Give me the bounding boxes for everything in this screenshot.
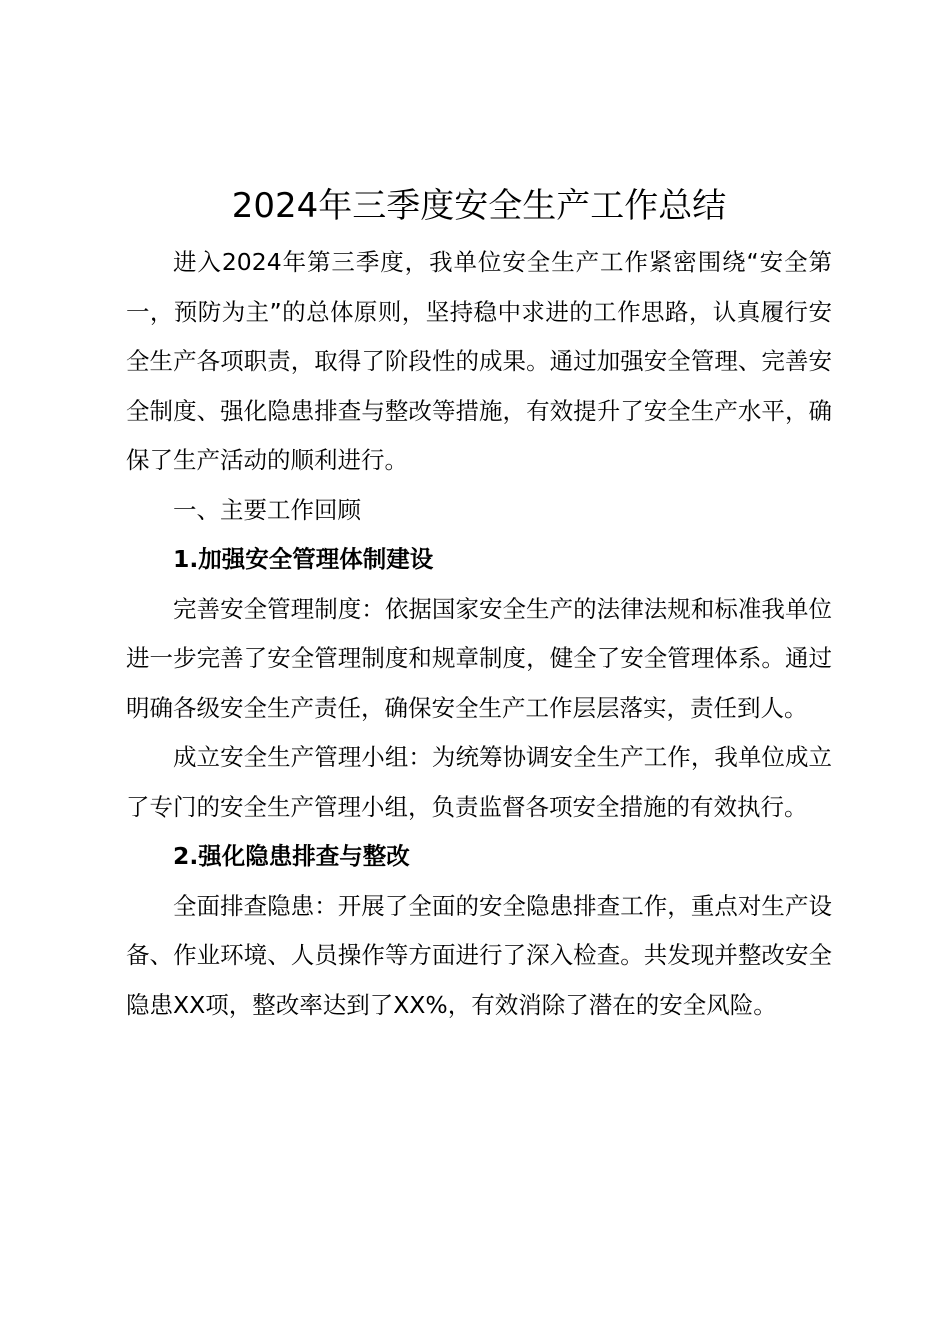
subheading-management-system: 1.加强安全管理体制建设 (173, 545, 434, 573)
document-title: 2024年三季度安全生产工作总结 (231, 186, 727, 226)
paragraph-management-group: 成立安全生产管理小组：为统筹协调安全生产工作，我单位成立了专门的安全生产管理小组，负责监督各项安全措施的有效执行。 (126, 743, 832, 821)
intro-paragraph: 进入2024年第三季度，我单位安全生产工作紧密围绕“安全第一，预防为主”的总体原则，坚持稳中求进的工作思路，认真履行安全生产各项职责，取得了阶段性的成果。通过加强安全管理、完善安全制度、强化隐患排查与整改等措施，有效提升了安全生产水平，确保了生产活动的顺利进行。 (126, 248, 832, 474)
paragraph-improve-rules: 完善安全管理制度：依据国家安全生产的法律法规和标准我单位进一步完善了安全管理制度和规章制度，健全了安全管理体系。通过明确各级安全生产责任，确保安全生产工作层层落实，责任到人。 (126, 594, 832, 722)
section-heading-main-review: 一、主要工作回顾 (173, 495, 361, 524)
subheading-hazard-inspection: 2.强化隐患排查与整改 (173, 842, 410, 870)
paragraph-hazard-inspection: 全面排查隐患：开展了全面的安全隐患排查工作，重点对生产设备、作业环境、人员操作等方面进行了深入检查。共发现并整改安全隐患XX项，整改率达到了XX%，有效消除了潜在的安全风险。 (126, 891, 832, 1019)
document-page (126, 178, 832, 1030)
